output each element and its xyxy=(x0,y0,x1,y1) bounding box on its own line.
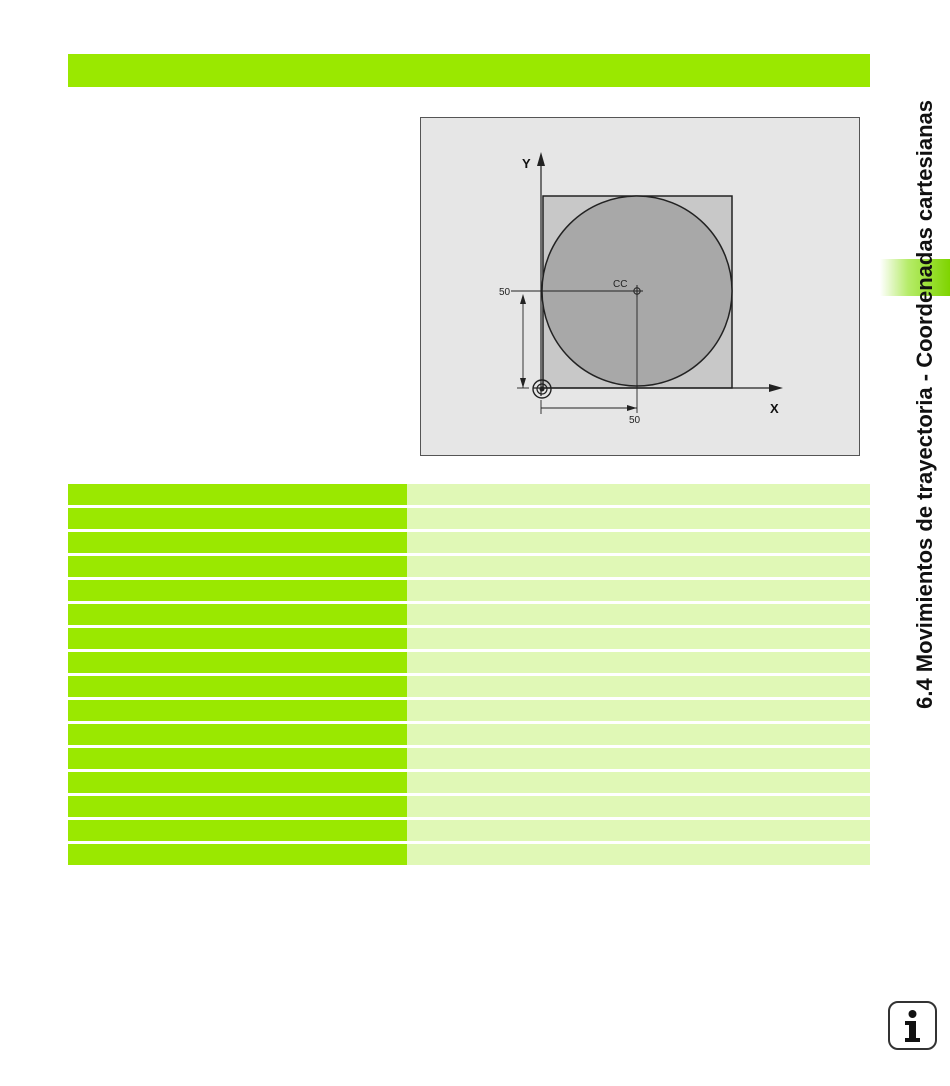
table-cell-left xyxy=(68,484,407,505)
table-cell-right xyxy=(407,772,870,793)
table-row xyxy=(68,724,870,745)
table-cell-left xyxy=(68,748,407,769)
table-row xyxy=(68,844,870,865)
table-cell-left xyxy=(68,580,407,601)
table-cell-right xyxy=(407,556,870,577)
center-label: CC xyxy=(613,279,628,290)
table-cell-right xyxy=(407,628,870,649)
table-row xyxy=(68,676,870,697)
table-row xyxy=(68,652,870,673)
table-cell-right xyxy=(407,676,870,697)
table-cell-right xyxy=(407,748,870,769)
table-row xyxy=(68,820,870,841)
table-row xyxy=(68,700,870,721)
table-cell-left xyxy=(68,772,407,793)
table-cell-left xyxy=(68,652,407,673)
table-cell-right xyxy=(407,532,870,553)
y-axis-arrow xyxy=(537,152,545,166)
table-cell-right xyxy=(407,844,870,865)
x-dimension-label: 50 xyxy=(629,415,641,426)
table-cell-left xyxy=(68,556,407,577)
table-cell-right xyxy=(407,796,870,817)
table-cell-left xyxy=(68,724,407,745)
table-cell-right xyxy=(407,508,870,529)
table-cell-left xyxy=(68,796,407,817)
table-cell-right xyxy=(407,700,870,721)
table-cell-right xyxy=(407,724,870,745)
table-cell-left xyxy=(68,700,407,721)
x-axis-arrow xyxy=(769,384,783,392)
table-cell-right xyxy=(407,604,870,625)
table-cell-right xyxy=(407,484,870,505)
table-cell-left xyxy=(68,628,407,649)
table-cell-left xyxy=(68,844,407,865)
table-row xyxy=(68,796,870,817)
info-icon xyxy=(888,1001,937,1050)
table-cell-left xyxy=(68,532,407,553)
side-title-container xyxy=(905,52,945,757)
table-cell-left xyxy=(68,676,407,697)
table-cell-left xyxy=(68,508,407,529)
table-row xyxy=(68,556,870,577)
table-row xyxy=(68,628,870,649)
table-row xyxy=(68,580,870,601)
section-header-bar xyxy=(68,54,870,87)
table-cell-right xyxy=(407,652,870,673)
table-row xyxy=(68,604,870,625)
circle-diagram xyxy=(420,117,860,456)
table-row xyxy=(68,508,870,529)
table-cell-left xyxy=(68,604,407,625)
table-cell-right xyxy=(407,580,870,601)
table-cell-left xyxy=(68,820,407,841)
y-axis-label: Y xyxy=(522,156,531,171)
table-row xyxy=(68,748,870,769)
x-axis-label: X xyxy=(770,401,779,416)
y-dimension-label: 50 xyxy=(499,287,511,298)
side-title: 6.4 Movimientos de trayectoria - Coordenadas cartesianas xyxy=(912,100,937,709)
table-row xyxy=(68,484,870,505)
table-row xyxy=(68,772,870,793)
table-cell-right xyxy=(407,820,870,841)
table-row xyxy=(68,532,870,553)
program-table xyxy=(68,484,870,868)
